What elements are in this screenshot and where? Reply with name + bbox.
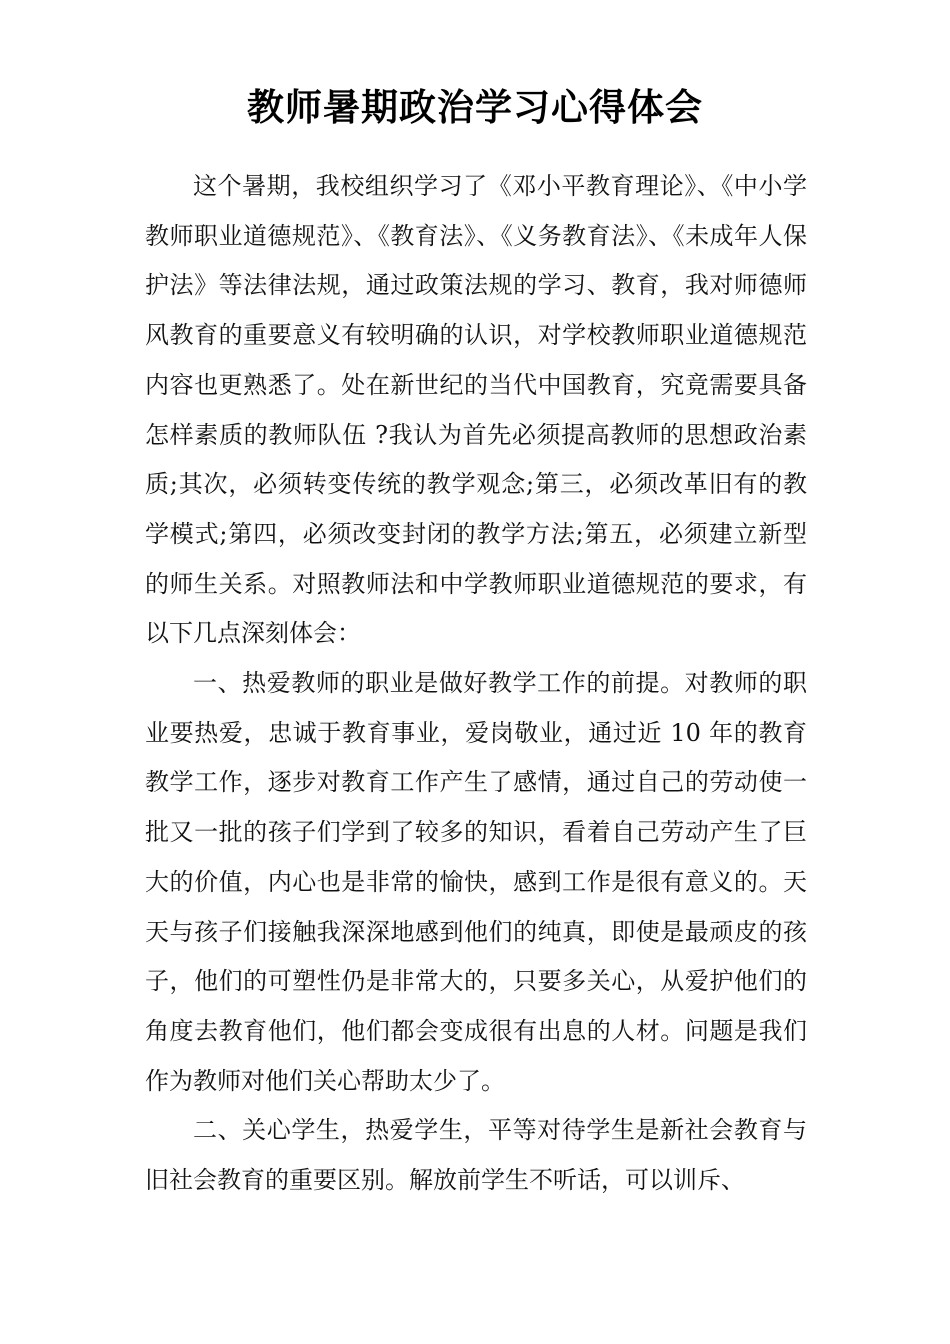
paragraph-intro: 这个暑期，我校组织学习了《邓小平教育理论》、《中小学教师职业道德规范》、《教育法》、《义务教育法》、《未成年人保护法》等法律法规，通过政策法规的学习、教育，我对师德师风教育的重要意义有较明确的认识，对学校教师职业道德规范内容也更熟悉了。处在新世纪的当代中国教育，究竟需要具备怎样素质的教师队伍 ?我认为首先必须提高教师的思想政治素质;其次，必须转变传统的教学观念;第三，必须改革旧有的教学模式;第四，必须改变封闭的教学方法;第五，必须建立新型的师生关系。对照教师法和中学教师职业道德规范的要求，有以下几点深刻体会：	[145, 172, 807, 648]
document-title: 教师暑期政治学习心得体会	[247, 85, 703, 129]
paragraph-point-two: 二、关心学生，热爱学生，平等对待学生是新社会教育与旧社会教育的重要区别。解放前学生不听话，可以训斥、	[145, 1116, 807, 1195]
document-body	[145, 162, 807, 1206]
paragraph-point-one: 一、热爱教师的职业是做好教学工作的前提。对教师的职业要热爱，忠诚于教育事业，爱岗敬业，通过近 10 年的教育教学工作，逐步对教育工作产生了感情，通过自己的劳动使一批又一批的孩子们学到了较多的知识，看着自己劳动产生了巨大的价值，内心也是非常的愉快，感到工作是很有意义的。天天与孩子们接触我深深地感到他们的纯真，即使是最顽皮的孩子，他们的可塑性仍是非常大的，只要多关心，从爱护他们的角度去教育他们，他们都会变成很有出息的人材。问题是我们作为教师对他们关心帮助太少了。	[145, 669, 807, 1095]
